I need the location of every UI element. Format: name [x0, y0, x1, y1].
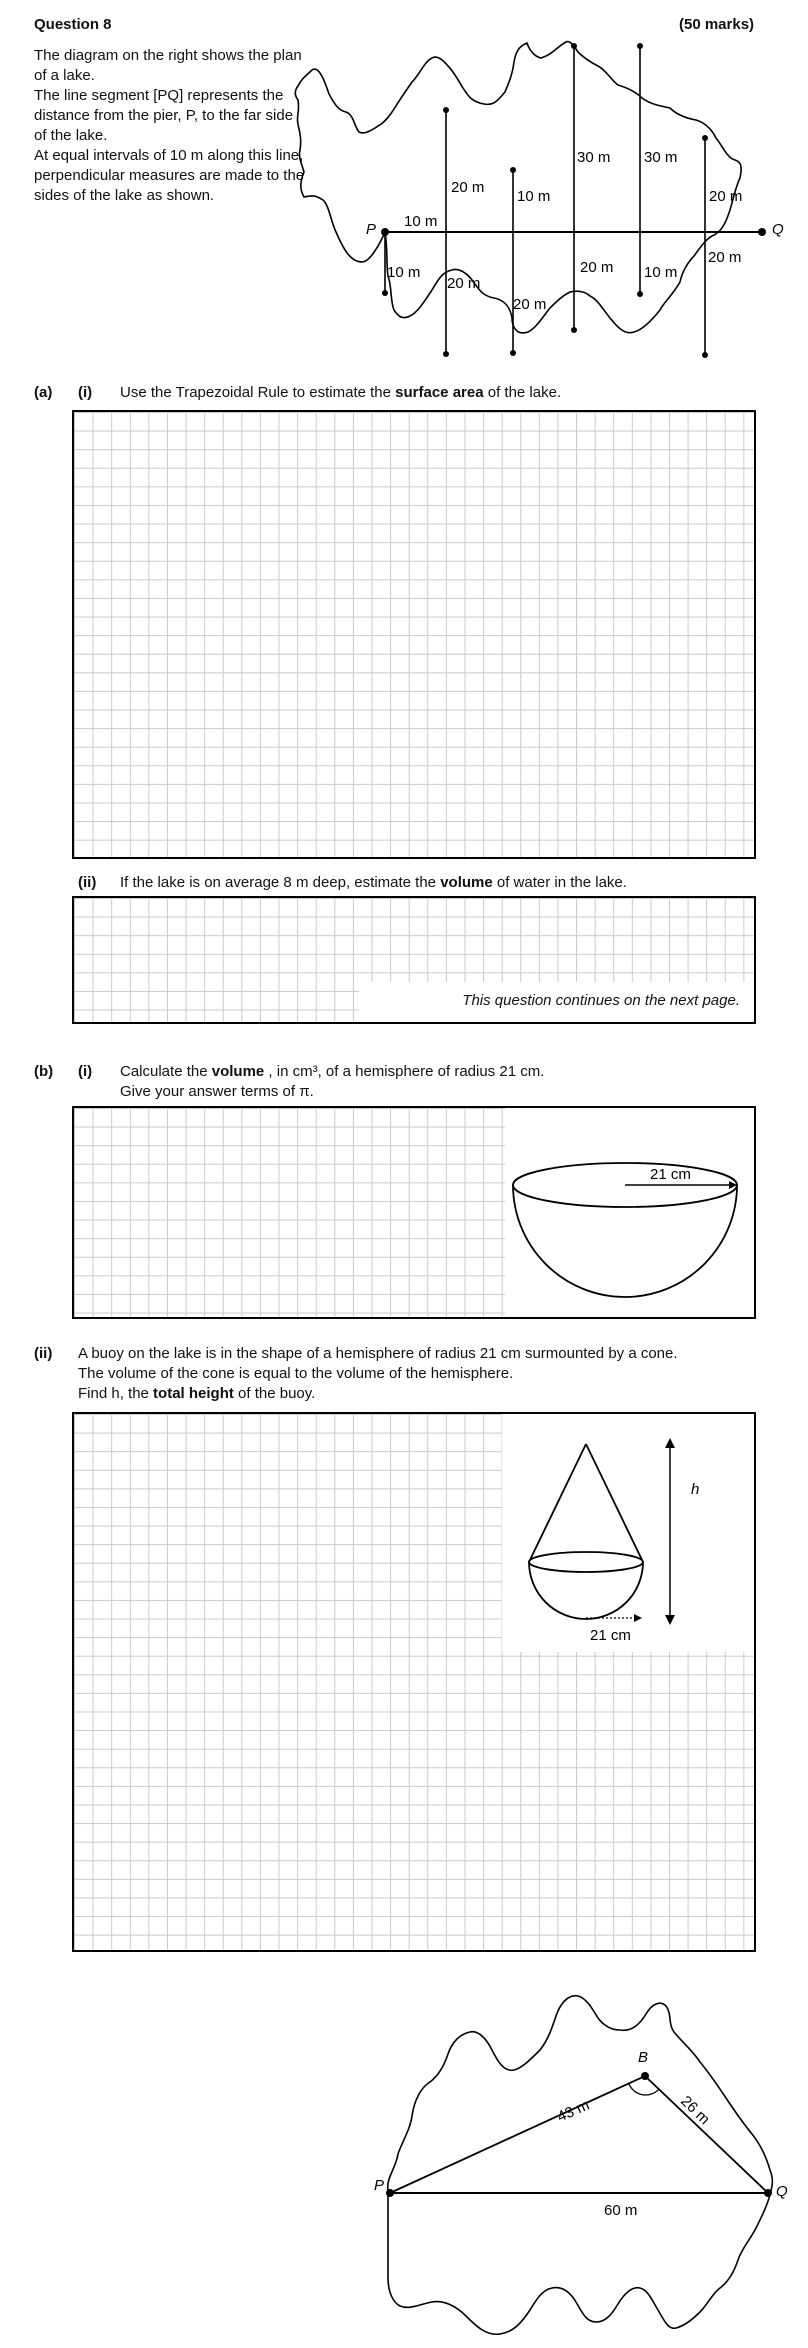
buoy-radius-label: 21 cm [590, 1627, 631, 1644]
bq-length-label: 26 m [677, 2092, 714, 2129]
offset-point [702, 352, 708, 358]
point-q-dot [764, 2189, 772, 2197]
intro-line: of a lake. [34, 67, 95, 84]
lower-label: 20 m [447, 275, 481, 292]
text-run: Use the Trapezoidal Rule to estimate the [120, 384, 396, 401]
offset-point [571, 43, 577, 49]
question-line: Give your answer terms of π. [120, 1083, 314, 1100]
offset-point [571, 327, 577, 333]
part-a-ii-question [120, 873, 627, 893]
lake-outline [388, 1996, 773, 2335]
offset-point [382, 290, 388, 296]
side-pb [390, 2076, 645, 2193]
buoy-radius-arrowhead [634, 1614, 642, 1622]
text-run: If the lake is on average 8 m deep, estimate the [120, 874, 441, 891]
point-b-dot [641, 2072, 649, 2080]
question-line: The volume of the cone is equal to the volume of the hemisphere. [78, 1365, 514, 1382]
continues-note: This question continues on the next page. [462, 992, 740, 1009]
part-b-i-question [120, 1062, 544, 1102]
answer-grid-b-ii[interactable] [72, 1412, 756, 1952]
text-bold: volume [440, 874, 493, 891]
intro-line: perpendicular measures are made to the [34, 167, 305, 184]
upper-label: 10 m [517, 188, 551, 205]
offset-point [702, 135, 708, 141]
intro-line: The diagram on the right shows the plan [34, 47, 302, 64]
lower-label: 10 m [644, 264, 678, 281]
answer-grid-b-i[interactable] [72, 1106, 756, 1319]
part-a-i-question [120, 383, 561, 403]
upper-label: 30 m [644, 149, 678, 166]
offset-point [443, 107, 449, 113]
point-p-label: P [366, 221, 377, 238]
offset-point [443, 351, 449, 357]
question-line [120, 1062, 544, 1082]
part-b-ii-question [78, 1344, 678, 1404]
text-run: Find h, the [78, 1385, 154, 1402]
lower-label: 20 m [708, 249, 742, 266]
text-run: of the buoy. [233, 1385, 316, 1402]
text-bold: volume [211, 1063, 265, 1080]
upper-label: 20 m [709, 188, 743, 205]
text-bold: total height [153, 1385, 234, 1402]
answer-grid-a-i[interactable] [72, 410, 756, 859]
question-line: A buoy on the lake is in the shape of a hemisphere of radius 21 cm surmounted by a cone. [78, 1345, 678, 1362]
text-run: of water in the lake. [492, 874, 627, 891]
part-b-ii-label: (ii) [34, 1345, 53, 1362]
lake-diagram [0, 0, 808, 390]
intro-line: distance from the pier, P, to the far side [34, 107, 294, 124]
point-b-label: B [638, 2049, 649, 2066]
part-a-ii-label: (ii) [78, 874, 97, 891]
hemisphere-diagram [505, 1108, 754, 1317]
text-run: , in cm³, of a hemisphere of radius 21 cm. [264, 1063, 545, 1080]
lower-label: 10 m [387, 264, 421, 281]
cone-side [529, 1444, 586, 1562]
point-q-dot [758, 228, 766, 236]
upper-label: 30 m [577, 149, 611, 166]
lake-triangle-diagram [0, 1990, 808, 2348]
offset-point [637, 43, 643, 49]
buoy-height-label: h [691, 1481, 700, 1498]
buoy-diagram [502, 1414, 754, 1652]
answer-grid-a-ii[interactable] [72, 896, 756, 1024]
question-title: Question 8 [34, 16, 112, 33]
pb-length-label: 43 m [554, 2096, 593, 2126]
side-bq [645, 2076, 768, 2193]
intro-line: At equal intervals of 10 m along this line, [34, 147, 304, 164]
point-p-dot [386, 2189, 394, 2197]
intro-line: of the lake. [34, 127, 108, 144]
intro-line: sides of the lake as shown. [34, 187, 215, 204]
hemisphere-bowl [513, 1185, 737, 1297]
part-a-i-label: (i) [78, 384, 93, 401]
question-marks: (50 marks) [679, 16, 755, 33]
lower-label: 20 m [580, 259, 614, 276]
part-b-label: (b) [34, 1063, 54, 1080]
part-a-label: (a) [34, 384, 53, 401]
buoy-figure-area [502, 1414, 754, 1652]
point-p-dot [381, 228, 389, 236]
question-line [78, 1384, 678, 1404]
height-arrow-bottom [665, 1615, 675, 1625]
cone-side [586, 1444, 643, 1562]
buoy-hemisphere [529, 1562, 643, 1619]
point-q-label: Q [772, 221, 784, 238]
point-p-label: P [374, 2177, 385, 2194]
pq-length-label: 60 m [604, 2202, 638, 2219]
text-run: of the lake. [483, 384, 562, 401]
intro-line: The line segment [PQ] represents the [34, 87, 284, 104]
buoy-rim [529, 1552, 643, 1572]
offset-point [637, 291, 643, 297]
lower-label: 20 m [513, 296, 547, 313]
text-run: Calculate the [120, 1063, 212, 1080]
upper-label: 20 m [451, 179, 485, 196]
hemisphere-figure-area [505, 1108, 754, 1317]
part-b-i-label: (i) [78, 1063, 93, 1080]
offset-point [510, 350, 516, 356]
upper-label: 10 m [404, 213, 438, 230]
offset-point [510, 167, 516, 173]
text-bold: surface area [395, 384, 484, 401]
point-q-label: Q [776, 2183, 788, 2200]
height-arrow-top [665, 1438, 675, 1448]
hemisphere-radius-label: 21 cm [650, 1166, 691, 1183]
